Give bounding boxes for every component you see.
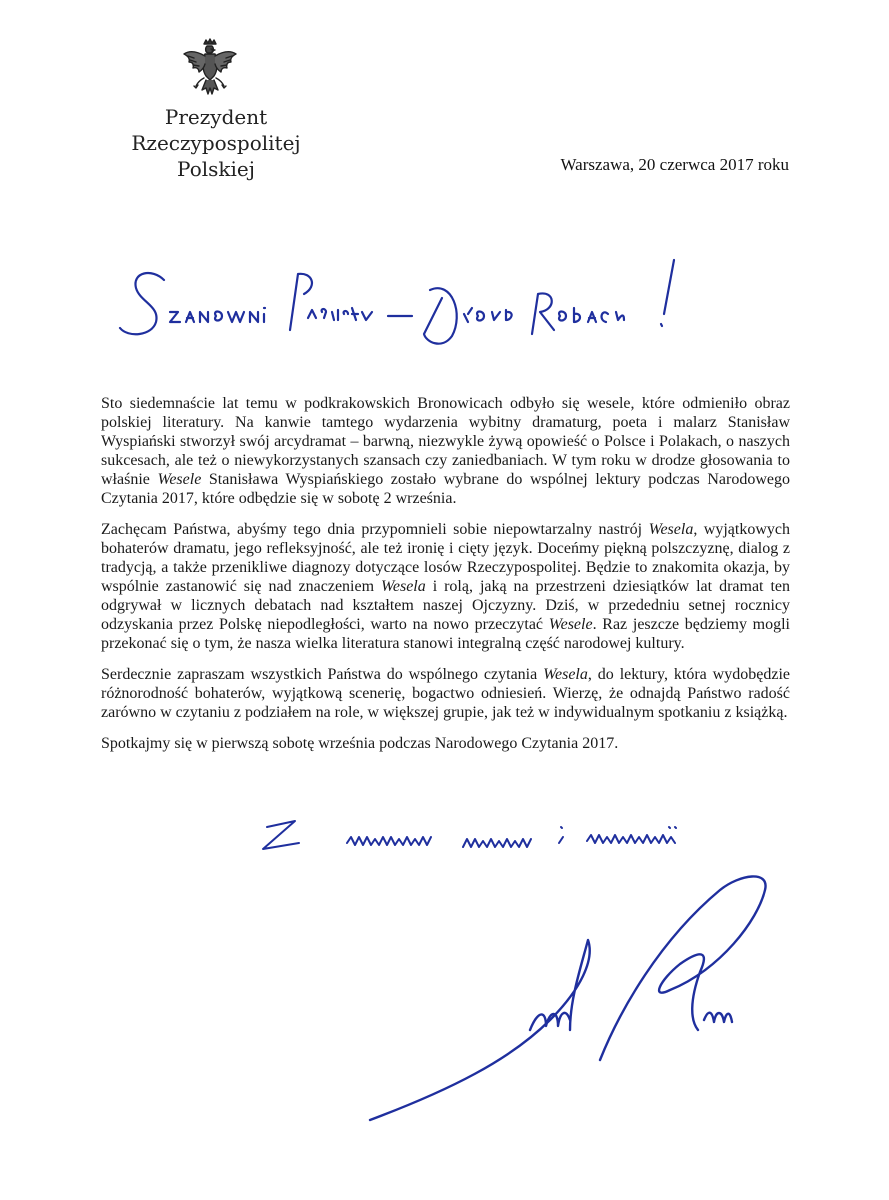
paragraph-4: Spotkajmy się w pierwszą sobotę września podczas Narodowego Czytania 2017. xyxy=(101,735,619,752)
paragraph-1 xyxy=(101,394,790,508)
paragraph-1-text-a: Sto siedemnaście lat temu w podkrakowskich Bronowicach odbyło się wesele, które odmieniło obraz polskiej literatury. Na kanwie tamtego wydarzenia wybitny dramaturg, poeta i malarz Stanisław Wyspiański stworzył swój arcydramat – barwną, niezwykle żywą opowieść o Polsce i Polakach, o naszych sukcesach, ale też o niewykorzystanych szansach czy zaniedbaniach. W tym roku w drodze głosowania to właśnie xyxy=(101,395,790,488)
paragraph-2-text-c: i rolą, jaką na przestrzeni dziesiątków lat dramat ten odgrywał w licznych debatach nad kształtem naszej Ojczyzny. Dziś, w przededniu setnej rocznicy odzyskania przez Polskę niepodległości, warto na nowo przeczytać xyxy=(101,578,790,633)
white-eagle-emblem-icon xyxy=(180,38,240,100)
paragraph-1-text-b: Stanisława Wyspiańskiego zostało wybrane do wspólnej lektury podczas Narodowego Czytania 2017, które odbędzie się w sobotę 2 września. xyxy=(101,471,791,507)
paragraph-2-title-1: Wesela xyxy=(648,521,694,538)
signature-handwriting xyxy=(360,860,780,1160)
paragraph-2-title-2: Wesela xyxy=(381,578,426,595)
closing-handwriting xyxy=(255,815,775,865)
letter-body xyxy=(101,394,790,765)
paragraph-3-text-a: Serdecznie zapraszam wszystkich Państwa do wspólnego czytania xyxy=(101,666,544,683)
paragraph-3-text-b: , do lektury, która wydobędzie różnorodność bohaterów, wyjątkową scenerię, bogactwo odniesień. Wierzę, że odnajdą Państwo radość zarówno w czytaniu z podziałem na role, w większej grupie, jak też w indywidualnym spotkaniu z książką. xyxy=(101,666,790,721)
paragraph-3-title-1: Wesela xyxy=(543,666,588,683)
salutation-handwriting xyxy=(112,250,692,360)
paragraph-3 xyxy=(101,665,790,722)
sender-office: Rzeczypospolitej Polskiej xyxy=(131,131,301,181)
sender-title: Prezydent xyxy=(164,105,268,129)
paragraph-2-text-d: . Raz jeszcze będziemy mogli przekonać się o tym, że nasza wielka literatura stanowi integralną część narodowej kultury. xyxy=(101,616,790,652)
paragraph-2-text-b: , wyjątkowych bohaterów dramatu, jego refleksyjność, ale też ironię i cięty język. Doceńmy piękną polszczyznę, dialog z tradycją, a także przenikliwe diagnozy dotyczące losów Rzeczypospolitej. Będzie to znakomita okazja, by wspólnie zastanowić się nad znaczeniem xyxy=(101,521,791,595)
closing xyxy=(255,815,775,865)
signature xyxy=(360,860,780,1160)
paragraph-2 xyxy=(101,520,790,653)
paragraph-1-title-1: Wesele xyxy=(157,471,202,488)
paragraph-2-text-a: Zachęcam Państwa, abyśmy tego dnia przypomnieli sobie niepowtarzalny nastrój xyxy=(101,521,649,538)
sender-block xyxy=(96,104,336,182)
paragraph-2-title-3: Wesele xyxy=(548,616,593,633)
salutation xyxy=(112,250,692,360)
letter-date: Warszawa, 20 czerwca 2017 roku xyxy=(560,155,789,174)
